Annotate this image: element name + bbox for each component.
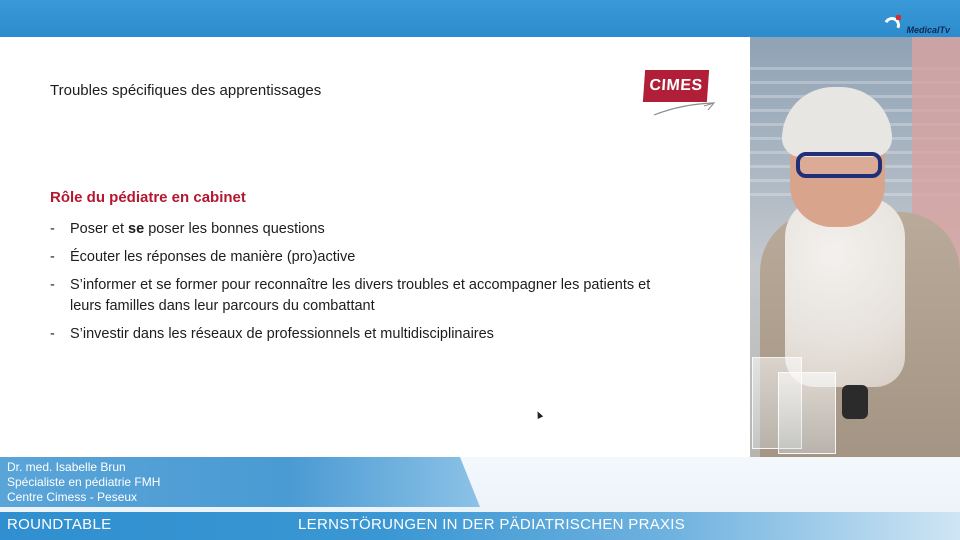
program-format: ROUNDTABLE — [7, 516, 112, 533]
bullet-dash: - — [50, 277, 55, 293]
presentation-slide — [0, 37, 750, 457]
wristwatch — [842, 385, 868, 419]
cimes-logo-text: CIMES — [643, 70, 709, 102]
bullet-text: Écouter les réponses de manière (pro)active — [70, 249, 356, 265]
bullet-dash: - — [50, 249, 55, 265]
cimes-swoosh-icon — [652, 102, 716, 116]
broadcaster-name: MedicalTv — [906, 25, 950, 35]
medicaltv-mark-icon — [884, 15, 904, 35]
bullet-list — [50, 219, 670, 352]
speaker-video-feed — [750, 37, 960, 457]
cimes-logo — [644, 68, 716, 118]
bullet-item — [50, 324, 670, 345]
medicaltv-logo — [884, 14, 950, 36]
bullet-text: S’informer et se former pour reconnaître les divers troubles et accompagner les patients et leurs familles dans leur parcours du combattant — [70, 277, 651, 314]
bullet-item — [50, 247, 670, 268]
bullet-item — [50, 219, 670, 240]
bullet-dash: - — [50, 326, 55, 342]
speaker-specialty: Spécialiste en pédiatrie FMH — [7, 475, 161, 489]
bullet-text: S’investir dans les réseaux de professionnels et multidisciplinaires — [70, 326, 494, 342]
bullet-dash: - — [50, 221, 55, 237]
slide-title: Troubles spécifiques des apprentissages — [50, 82, 322, 99]
mouse-cursor-icon — [535, 410, 543, 419]
speaker-institution: Centre Cimess - Peseux — [7, 490, 138, 504]
water-glass — [778, 372, 836, 454]
speaker-name: Dr. med. Isabelle Brun — [7, 460, 126, 474]
bullet-text-bold: se — [128, 221, 145, 237]
bullet-item — [50, 275, 670, 317]
top-bar — [0, 0, 960, 37]
program-topic: LERNSTÖRUNGEN IN DER PÄDIATRISCHEN PRAXIS — [298, 516, 686, 533]
bullet-text-prefix: Poser et — [70, 221, 129, 237]
speaker-glasses — [796, 152, 882, 178]
bullet-text-suffix: poser les bonnes questions — [144, 221, 325, 237]
section-heading: Rôle du pédiatre en cabinet — [50, 189, 246, 206]
